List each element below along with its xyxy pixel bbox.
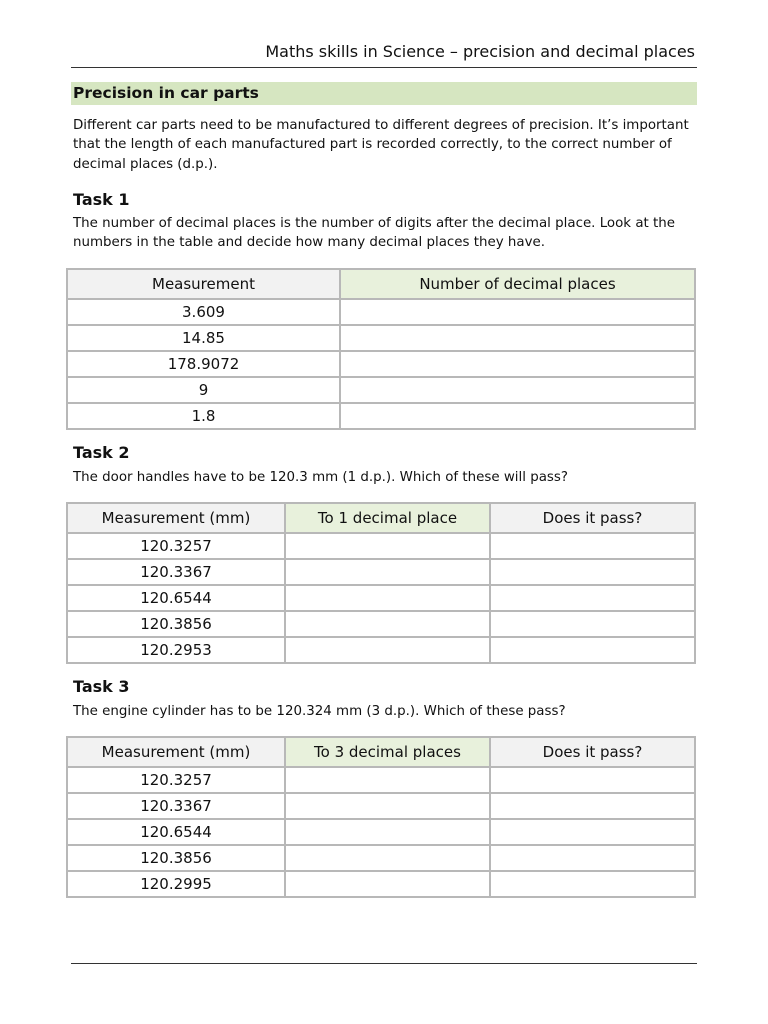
task3-pass-cell[interactable] [490, 767, 695, 793]
table-row [67, 871, 695, 897]
table-row [67, 611, 695, 637]
task2-table [66, 502, 696, 664]
task1-measurement-cell: 3.609 [67, 299, 340, 325]
task2-pass-cell[interactable] [490, 533, 695, 559]
task1-answer-cell[interactable] [340, 403, 695, 429]
table-row [67, 377, 695, 403]
task2-col-measurement: Measurement (mm) [67, 503, 285, 533]
task3-measurement-cell: 120.3367 [67, 793, 285, 819]
task3-col-measurement: Measurement (mm) [67, 737, 285, 767]
task3-measurement-cell: 120.3257 [67, 767, 285, 793]
task3-pass-cell[interactable] [490, 871, 695, 897]
task1-measurement-cell: 1.8 [67, 403, 340, 429]
task2-rounded-cell[interactable] [285, 559, 490, 585]
task2-rounded-cell[interactable] [285, 637, 490, 663]
table-row [67, 403, 695, 429]
task1-table [66, 268, 696, 430]
task3-rounded-cell[interactable] [285, 793, 490, 819]
task2-heading: Task 2 [73, 443, 130, 462]
task1-instructions: The number of decimal places is the number of digits after the decimal place. Look at the numbers in the table and decide how many decimal places they have. [73, 216, 676, 251]
task2-rounded-cell[interactable] [285, 585, 490, 611]
task1-measurement-cell: 14.85 [67, 325, 340, 351]
table-row [67, 351, 695, 377]
task3-table [66, 736, 696, 898]
task3-measurement-cell: 120.6544 [67, 819, 285, 845]
page-header-title: Maths skills in Science – precision and decimal places [265, 42, 695, 61]
task1-answer-cell[interactable] [340, 351, 695, 377]
task3-col-rounded: To 3 decimal places [285, 737, 490, 767]
task3-pass-cell[interactable] [490, 845, 695, 871]
task1-heading: Task 1 [73, 190, 130, 209]
task2-col-rounded: To 1 decimal place [285, 503, 490, 533]
task2-measurement-cell: 120.3367 [67, 559, 285, 585]
table-row [67, 767, 695, 793]
task1-answer-cell[interactable] [340, 377, 695, 403]
task3-pass-cell[interactable] [490, 819, 695, 845]
task2-measurement-cell: 120.3257 [67, 533, 285, 559]
task3-instructions: The engine cylinder has to be 120.324 mm (3 d.p.). Which of these pass? [73, 704, 566, 719]
table-row [67, 559, 695, 585]
task2-measurement-cell: 120.6544 [67, 585, 285, 611]
task3-measurement-cell: 120.3856 [67, 845, 285, 871]
table-row [67, 793, 695, 819]
task2-measurement-cell: 120.3856 [67, 611, 285, 637]
task2-rounded-cell[interactable] [285, 533, 490, 559]
task3-col-pass: Does it pass? [490, 737, 695, 767]
task3-rounded-cell[interactable] [285, 819, 490, 845]
task1-col-decimal-places: Number of decimal places [340, 269, 695, 299]
footer-divider [71, 963, 697, 964]
task1-measurement-cell: 9 [67, 377, 340, 403]
task1-answer-cell[interactable] [340, 325, 695, 351]
task2-pass-cell[interactable] [490, 611, 695, 637]
table-row [67, 585, 695, 611]
task1-answer-cell[interactable] [340, 299, 695, 325]
task2-pass-cell[interactable] [490, 559, 695, 585]
task2-instructions: The door handles have to be 120.3 mm (1 d.p.). Which of these will pass? [73, 470, 568, 485]
task3-rounded-cell[interactable] [285, 845, 490, 871]
task2-rounded-cell[interactable] [285, 611, 490, 637]
table-row [67, 637, 695, 663]
table-row [67, 299, 695, 325]
section-title: Precision in car parts [71, 82, 697, 105]
task3-pass-cell[interactable] [490, 793, 695, 819]
intro-paragraph: Different car parts need to be manufactured to different degrees of precision. It’s important that the length of each manufactured part is recorded correctly, to the correct number of decimal places (d.p.). [73, 118, 689, 172]
task2-col-pass: Does it pass? [490, 503, 695, 533]
table-row [67, 819, 695, 845]
task3-heading: Task 3 [73, 677, 130, 696]
table-row [67, 325, 695, 351]
task1-col-measurement: Measurement [67, 269, 340, 299]
header-divider [71, 67, 697, 68]
task1-measurement-cell: 178.9072 [67, 351, 340, 377]
task3-measurement-cell: 120.2995 [67, 871, 285, 897]
task2-pass-cell[interactable] [490, 585, 695, 611]
task2-measurement-cell: 120.2953 [67, 637, 285, 663]
task3-rounded-cell[interactable] [285, 767, 490, 793]
table-row [67, 533, 695, 559]
table-row [67, 845, 695, 871]
task3-rounded-cell[interactable] [285, 871, 490, 897]
task2-pass-cell[interactable] [490, 637, 695, 663]
